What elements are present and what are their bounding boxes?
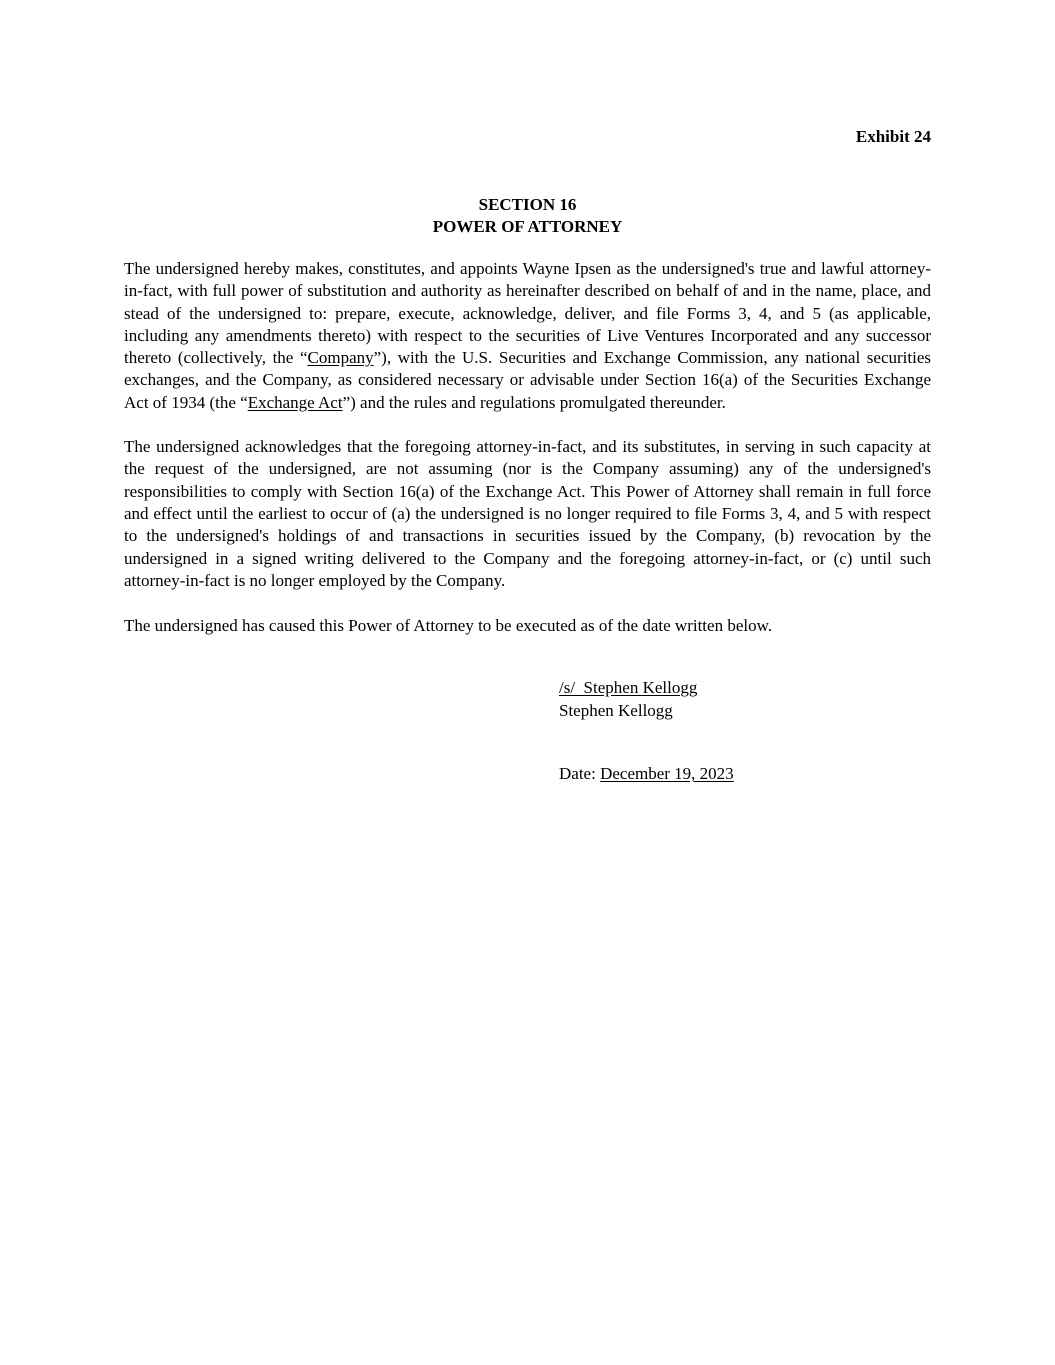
date-label: Date: [559,764,596,784]
paragraph-acknowledgement: The undersigned acknowledges that the foregoing attorney-in-fact, and its substitutes, in serving in such capacity at the request of the undersigned, are not assuming (nor is the Company assuming) any of the undersigned's responsibilities to comply with Section 16(a) of the Exchange Act. This Power of Attorney shall remain in full force and effect until the earliest to occur of (a) the undersigned is no longer required to file Forms 3, 4, and 5 with respect to the undersigned's holdings of and transactions in securities issued by the Company, (b) revocation by the undersigned in a signed writing delivered to the Company and the foregoing attorney-in-fact, or (c) until such attorney-in-fact is no longer employed by the Company. [124,437,931,590]
signature-line: /s/ Stephen Kellogg [559,678,698,698]
exhibit-label: Exhibit 24 [855,127,931,146]
date-line [559,763,931,785]
signatory-printed-name: Stephen Kellogg [559,700,673,720]
defined-term-exchange-act: Exchange Act [247,392,343,412]
defined-term-company: Company [307,348,374,368]
paragraph-execution-statement: The undersigned has caused this Power of Attorney to be executed as of the date written below. [124,616,773,636]
paragraph-text-segment: ”), with the U.S. Securities and Exchange Commission, any national securities exchanges, and the Company, as considered necessary or advisable under Section 16(a) of the Securities Exchange Act of 1934 (the “ [124,348,931,412]
paragraph-text-segment: The undersigned hereby makes, constitutes, and appoints Wayne Ipsen as the undersigned's true and lawful attorney-in-fact, with full power of substitution and authority as hereinafter described on behalf of and in the name, place, and stead of the undersigned to: prepare, execute, acknowledge, deliver, and file Forms 3, 4, and 5 (as applicable, including any amendments thereto) with respect to the securities of Live Ventures Incorporated and any successor thereto (collectively, the “ [124,259,931,368]
date-value: December 19, 2023 [600,764,734,784]
title-section-line: SECTION 16 [478,195,577,214]
document-title [124,194,931,238]
title-poa-line: POWER OF ATTORNEY [432,217,623,236]
paragraph-appointment [124,258,931,414]
paragraph-text-segment: ”) and the rules and regulations promulgated thereunder. [342,392,726,412]
signature-block [559,677,931,785]
